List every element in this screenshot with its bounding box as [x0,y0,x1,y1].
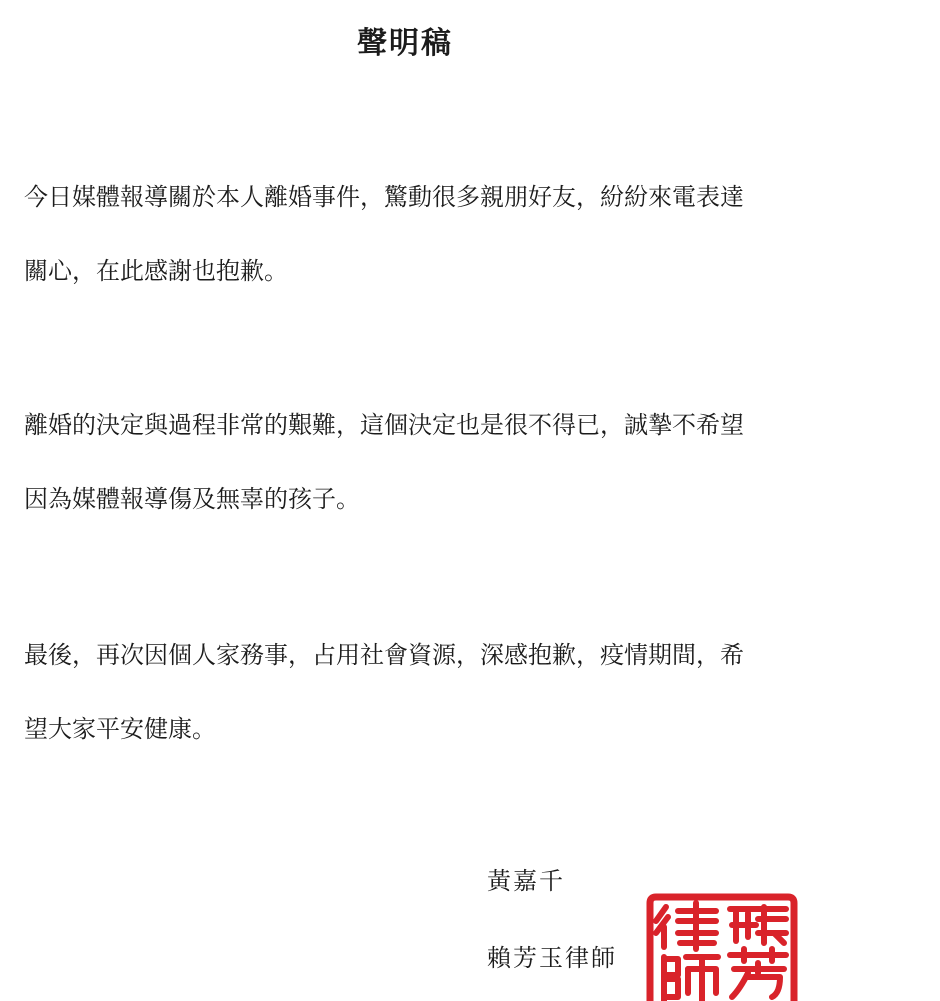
paragraph-line: 關心，在此感謝也抱歉。 [24,257,288,285]
paragraph-2 [24,406,744,518]
paragraph-line: 離婚的決定與過程非常的艱難，這個決定也是很不得已，誠摯不希望 [24,411,744,439]
signature-lawyer: 賴芳玉律師 [487,944,617,972]
paragraph-3 [24,636,744,748]
paragraph-line: 望大家平安健康。 [24,715,216,743]
paragraph-line: 因為媒體報導傷及無辜的孩子。 [24,485,360,513]
lawyer-seal-stamp [644,893,800,1001]
paragraph-line: 今日媒體報導關於本人離婚事件，驚動很多親朋好友，紛紛來電表達 [24,183,744,211]
signature-name: 黃嘉千 [487,867,565,895]
paragraph-1 [24,178,744,290]
document-title: 聲明稿 [357,26,453,61]
paragraph-line: 最後，再次因個人家務事，占用社會資源，深感抱歉，疫情期間，希 [24,641,744,669]
